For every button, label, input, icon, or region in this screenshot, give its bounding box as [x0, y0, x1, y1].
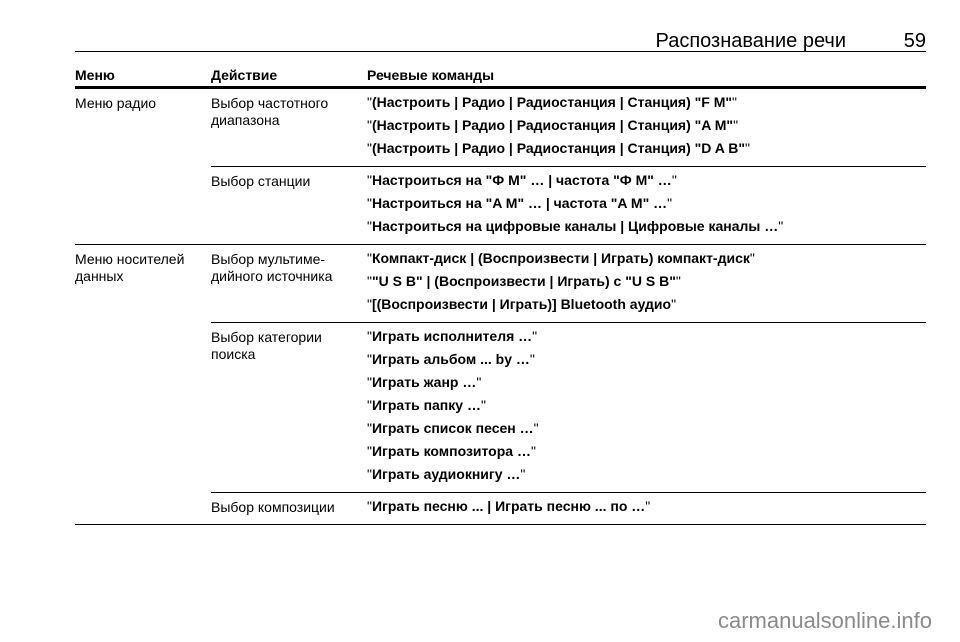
voice-command: "Играть жанр …" — [367, 374, 482, 390]
voice-command: "Играть аудиокнигу …" — [367, 466, 526, 482]
voice-command: "(Настроить | Радио | Радиостанция | Станция) "F M"" — [367, 94, 738, 110]
voice-command: ""U S B" | (Воспроизвести | Играть) с "U S B"" — [367, 273, 681, 289]
voice-command: "Настроиться на "A M" … | частота "A M" …" — [367, 195, 673, 211]
action-cell: Выбор категории поиска — [211, 329, 322, 362]
voice-command: "[(Воспроизвести | Играть)] Bluetooth аудио" — [367, 296, 677, 312]
table-row — [75, 89, 926, 166]
voice-command: "Играть композитора …" — [367, 443, 536, 459]
table-row — [75, 245, 926, 322]
voice-command: "Играть список песен …" — [367, 420, 539, 436]
column-header-action: Действие — [211, 67, 278, 83]
menu-cell: Меню носителей данных — [75, 251, 185, 284]
commands-cell — [367, 167, 926, 244]
commands-cell — [367, 89, 926, 166]
action-cell: Выбор мультиме-дийного источника — [211, 251, 333, 284]
voice-command: "Играть папку …" — [367, 397, 486, 413]
menu-cell — [75, 493, 211, 524]
voice-command: "Настроиться на "Ф М" … | частота "Ф М" …" — [367, 172, 677, 188]
action-cell: Выбор частотного диапазона — [211, 95, 329, 128]
action-cell: Выбор станции — [211, 173, 311, 189]
voice-command: "(Настроить | Радио | Радиостанция | Станция) "A M"" — [367, 117, 739, 133]
table-bottom-rule — [75, 524, 926, 525]
page-header — [75, 30, 926, 52]
menu-cell — [75, 167, 211, 244]
watermark: carmanualsonline.info — [717, 608, 932, 633]
table-row — [75, 167, 926, 244]
table-row — [75, 323, 926, 492]
voice-command: "Играть песню ... | Играть песню ... по …" — [367, 498, 651, 514]
commands-cell — [367, 493, 926, 524]
commands-cell — [367, 323, 926, 492]
menu-cell — [75, 323, 211, 492]
voice-command: "Настроиться на цифровые каналы | Цифровые каналы …" — [367, 218, 784, 234]
page-number: 59 — [903, 30, 926, 52]
column-header-commands: Речевые команды — [367, 67, 495, 83]
menu-cell: Меню радио — [75, 95, 157, 111]
action-cell: Выбор композиции — [211, 499, 335, 515]
voice-command: "Компакт-диск | (Воспроизвести | Играть) компакт-диск" — [367, 250, 755, 266]
table-row — [75, 493, 926, 524]
commands-cell — [367, 245, 926, 322]
voice-command: "Играть исполнителя …" — [367, 328, 538, 344]
table-header — [75, 65, 926, 89]
page-title: Распознавание речи — [655, 30, 846, 52]
voice-command: "(Настроить | Радио | Радиостанция | Станция) "D A B"" — [367, 140, 750, 156]
voice-command: "Играть альбом ... by …" — [367, 351, 535, 367]
column-header-menu: Меню — [75, 67, 115, 83]
commands-table — [75, 65, 926, 525]
